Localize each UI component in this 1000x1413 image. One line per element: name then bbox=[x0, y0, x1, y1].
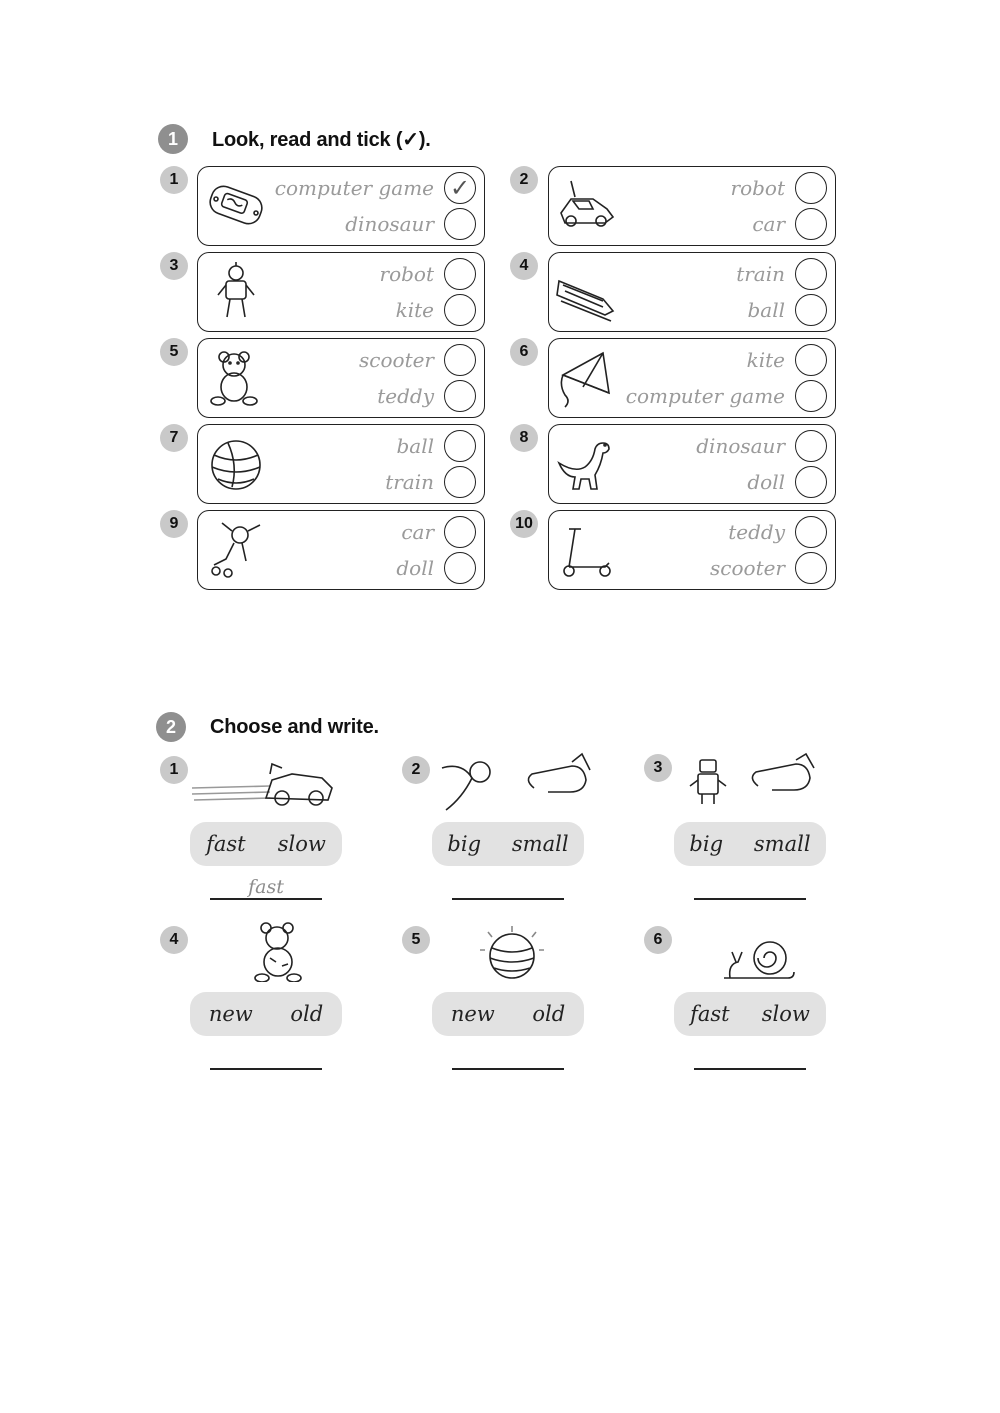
word-choice-pill bbox=[674, 992, 826, 1036]
option-row bbox=[752, 205, 827, 243]
item-number: 5 bbox=[402, 926, 430, 954]
answer-field[interactable] bbox=[452, 870, 564, 900]
option-row bbox=[377, 377, 476, 415]
choice-word[interactable]: big bbox=[689, 832, 724, 856]
word-choice-pill bbox=[432, 822, 584, 866]
option-word: ball bbox=[747, 298, 785, 322]
game-console-icon bbox=[204, 175, 268, 237]
item-number: 4 bbox=[160, 926, 188, 954]
option-word: scooter bbox=[359, 348, 434, 372]
tick-box[interactable] bbox=[795, 466, 827, 498]
scooter-icon bbox=[555, 519, 619, 581]
answer-field[interactable] bbox=[694, 870, 806, 900]
tick-box[interactable] bbox=[795, 258, 827, 290]
fast-car-icon bbox=[190, 752, 350, 812]
tick-box[interactable] bbox=[444, 258, 476, 290]
option-row bbox=[396, 291, 476, 329]
tick-box[interactable] bbox=[444, 552, 476, 584]
option-word: kite bbox=[395, 298, 434, 322]
item-number: 10 bbox=[510, 510, 538, 538]
toy-car-icon bbox=[555, 175, 619, 237]
tick-card-5 bbox=[197, 338, 485, 418]
option-row bbox=[747, 463, 827, 501]
choice-word[interactable]: small bbox=[511, 832, 569, 856]
choice-word[interactable]: new bbox=[450, 1002, 495, 1026]
item-number: 1 bbox=[160, 756, 188, 784]
word-choice-pill bbox=[432, 992, 584, 1036]
answer-field[interactable] bbox=[452, 1040, 564, 1070]
choose-item-6 bbox=[644, 922, 834, 1072]
item-number: 1 bbox=[160, 166, 188, 194]
tick-card-7 bbox=[197, 424, 485, 504]
option-row bbox=[731, 169, 827, 207]
kite-icon bbox=[555, 347, 619, 409]
tick-box[interactable] bbox=[444, 208, 476, 240]
tick-card-9 bbox=[197, 510, 485, 590]
exercise-1-title: Look, read and tick (✓). bbox=[212, 128, 431, 151]
tick-box[interactable] bbox=[795, 552, 827, 584]
option-row bbox=[747, 341, 827, 379]
item-number: 6 bbox=[644, 926, 672, 954]
choice-word[interactable]: big bbox=[447, 832, 482, 856]
option-row bbox=[736, 255, 827, 293]
old-teddy-icon bbox=[190, 922, 350, 982]
tick-box[interactable] bbox=[795, 516, 827, 548]
tick-card-1 bbox=[197, 166, 485, 246]
option-row bbox=[396, 427, 476, 465]
word-choice-pill bbox=[674, 822, 826, 866]
option-word: dinosaur bbox=[696, 434, 785, 458]
new-ball-icon bbox=[432, 922, 592, 982]
item-number: 8 bbox=[510, 424, 538, 452]
option-word: doll bbox=[396, 556, 434, 580]
option-row bbox=[747, 291, 827, 329]
ball-and-hand-icon bbox=[432, 752, 592, 812]
tick-card-8 bbox=[548, 424, 836, 504]
option-row bbox=[710, 549, 827, 587]
choice-word[interactable]: small bbox=[753, 832, 811, 856]
option-word: train bbox=[385, 470, 434, 494]
doll-icon bbox=[204, 519, 268, 581]
option-word: teddy bbox=[377, 384, 434, 408]
option-row bbox=[401, 513, 476, 551]
exercise-2-badge: 2 bbox=[156, 712, 186, 742]
tick-box[interactable] bbox=[795, 208, 827, 240]
item-number: 2 bbox=[402, 756, 430, 784]
choice-word[interactable]: old bbox=[290, 1002, 324, 1026]
tick-card-10 bbox=[548, 510, 836, 590]
answer-field[interactable] bbox=[694, 1040, 806, 1070]
tick-box[interactable] bbox=[795, 430, 827, 462]
choice-word[interactable]: slow bbox=[761, 1002, 810, 1026]
word-choice-pill bbox=[190, 822, 342, 866]
item-number: 4 bbox=[510, 252, 538, 280]
option-row bbox=[359, 341, 476, 379]
option-word: car bbox=[752, 212, 785, 236]
option-word: dinosaur bbox=[345, 212, 434, 236]
tick-card-3 bbox=[197, 252, 485, 332]
item-number: 9 bbox=[160, 510, 188, 538]
item-number: 2 bbox=[510, 166, 538, 194]
tick-box[interactable] bbox=[795, 380, 827, 412]
choose-item-3 bbox=[644, 752, 834, 902]
option-word: doll bbox=[747, 470, 785, 494]
tick-card-4 bbox=[548, 252, 836, 332]
tick-box[interactable] bbox=[444, 466, 476, 498]
choose-item-5 bbox=[402, 922, 592, 1072]
choice-word[interactable]: fast bbox=[206, 832, 246, 856]
tick-box[interactable] bbox=[444, 380, 476, 412]
ball-icon bbox=[204, 433, 268, 495]
option-word: robot bbox=[379, 262, 434, 286]
exercise-2-title: Choose and write. bbox=[210, 715, 379, 738]
exercise-2-header bbox=[156, 712, 379, 742]
item-number: 5 bbox=[160, 338, 188, 366]
answer-field[interactable]: fast bbox=[210, 870, 322, 900]
option-word: scooter bbox=[710, 556, 785, 580]
option-word: train bbox=[736, 262, 785, 286]
option-word: kite bbox=[746, 348, 785, 372]
option-word: robot bbox=[730, 176, 785, 200]
choose-item-4 bbox=[160, 922, 350, 1072]
option-row bbox=[396, 549, 476, 587]
option-word: computer game bbox=[274, 176, 434, 200]
snail-icon bbox=[674, 922, 834, 982]
choose-item-1 bbox=[160, 752, 350, 902]
option-row bbox=[696, 427, 827, 465]
option-row bbox=[380, 255, 476, 293]
option-row bbox=[626, 377, 827, 415]
option-word: ball bbox=[396, 434, 434, 458]
option-row bbox=[728, 513, 827, 551]
word-choice-pill bbox=[190, 992, 342, 1036]
tick-box[interactable]: ✓ bbox=[444, 172, 476, 204]
tick-box[interactable] bbox=[795, 172, 827, 204]
exercise-1-badge: 1 bbox=[158, 124, 188, 154]
tick-box[interactable] bbox=[444, 516, 476, 548]
item-number: 3 bbox=[160, 252, 188, 280]
answer-field[interactable] bbox=[210, 1040, 322, 1070]
choice-word[interactable]: slow bbox=[277, 832, 326, 856]
tick-box[interactable] bbox=[795, 344, 827, 376]
tick-box[interactable] bbox=[444, 430, 476, 462]
option-row bbox=[345, 205, 476, 243]
item-number: 6 bbox=[510, 338, 538, 366]
item-number: 3 bbox=[644, 754, 672, 782]
exercise-1-header bbox=[158, 124, 431, 154]
robot-icon bbox=[204, 261, 268, 323]
tick-box[interactable] bbox=[444, 294, 476, 326]
choice-word[interactable]: new bbox=[208, 1002, 253, 1026]
item-number: 7 bbox=[160, 424, 188, 452]
dinosaur-icon bbox=[555, 433, 619, 495]
option-row bbox=[385, 463, 476, 501]
tick-card-6 bbox=[548, 338, 836, 418]
choice-word[interactable]: old bbox=[532, 1002, 566, 1026]
choose-item-2 bbox=[402, 752, 592, 902]
tick-box[interactable] bbox=[444, 344, 476, 376]
train-icon bbox=[555, 261, 619, 323]
option-word: car bbox=[401, 520, 434, 544]
choice-word[interactable]: fast bbox=[690, 1002, 730, 1026]
option-word: computer game bbox=[625, 384, 785, 408]
tick-card-2 bbox=[548, 166, 836, 246]
teddy-icon bbox=[204, 347, 268, 409]
robot-and-hand-icon bbox=[674, 752, 834, 812]
option-row bbox=[275, 169, 476, 207]
option-word: teddy bbox=[728, 520, 785, 544]
tick-box[interactable] bbox=[795, 294, 827, 326]
